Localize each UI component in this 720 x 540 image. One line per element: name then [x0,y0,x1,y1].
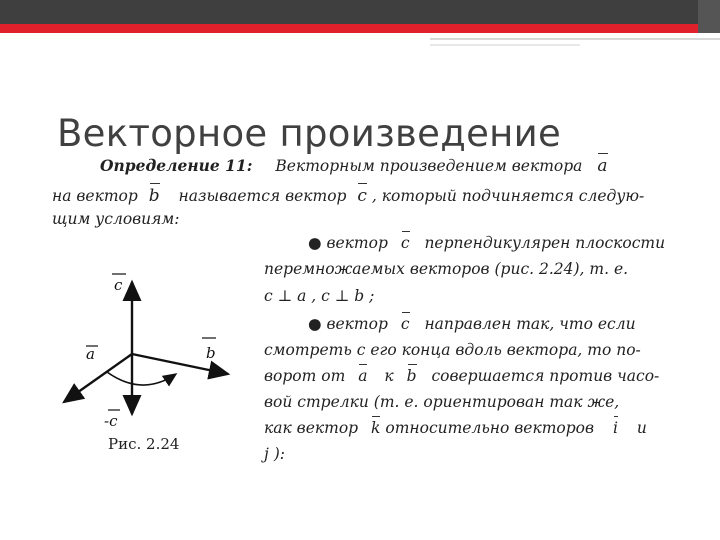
rotation-arc [107,372,176,385]
decor-line [430,38,720,40]
vector-c: c [357,186,367,206]
definition-line-2 [52,186,644,206]
definition-text-2c: , который подчиняется следую- [371,187,645,205]
condition-2-line-2: смотреть с его конца вдоль вектора, то по- [264,341,641,359]
definition-text-2a: на вектор [52,187,138,205]
vector-b: b [406,367,417,385]
vector-figure [52,262,242,442]
top-dark-bar [0,0,720,24]
condition-2-text-3c: совершается против часо- [431,367,660,385]
vector-c: c [400,315,410,333]
condition-2-line-6: j ): [264,445,286,463]
condition-2-text-a: вектор [326,315,388,333]
vector-a-arrow [64,354,132,402]
figure-label-b: b [206,344,216,362]
definition-line-3: щим условиям: [52,210,180,228]
definition-text-2b: называется вектор [178,187,347,205]
condition-1-line-1: ● вектор c перпендикулярен плоскости [308,234,666,252]
vector-k: k [371,419,381,437]
condition-1-text-a: вектор [326,234,388,252]
vector-c: c [400,234,410,252]
vector-a: a [358,367,368,385]
figure-label-a: a [86,345,95,363]
condition-2-text-5a: как вектор [264,419,359,437]
definition-text-1: Векторным произведением вектора [275,157,583,175]
figure-label-neg-c: -c [104,412,118,430]
condition-1-text-b: перпендикулярен плоскости [424,234,666,252]
condition-2-text-3a: ворот от [264,367,346,385]
condition-1-line-3: c ⊥ a , c ⊥ b ; [264,287,375,305]
condition-2-line-5 [264,419,647,437]
condition-2-text-5e: и [636,419,647,437]
condition-2-text-b: направлен так, что если [424,315,636,333]
definition-label: Определение 11: [100,156,253,175]
top-red-bar [0,24,720,33]
condition-2-line-3 [264,367,659,385]
condition-2-line-4: вой стрелки (т. е. ориентирован так же, [264,393,620,411]
vector-b: b [148,186,160,206]
figure-label-c: c [114,276,123,294]
figure-caption: Рис. 2.24 [108,435,180,453]
definition-line-1 [100,156,608,176]
slide-title: Векторное произведение [57,112,562,155]
corner-block [698,0,720,33]
condition-2-text-5c: относительно векторов [385,419,595,437]
vector-a: a [597,156,608,176]
vector-i: i [612,419,618,437]
condition-2-line-1: ● вектор c направлен так, что если [308,315,636,333]
condition-1-line-2: перемножаемых векторов (рис. 2.24), т. е. [264,260,629,278]
decor-line [430,44,580,46]
condition-2-text-3b: к [384,367,394,385]
